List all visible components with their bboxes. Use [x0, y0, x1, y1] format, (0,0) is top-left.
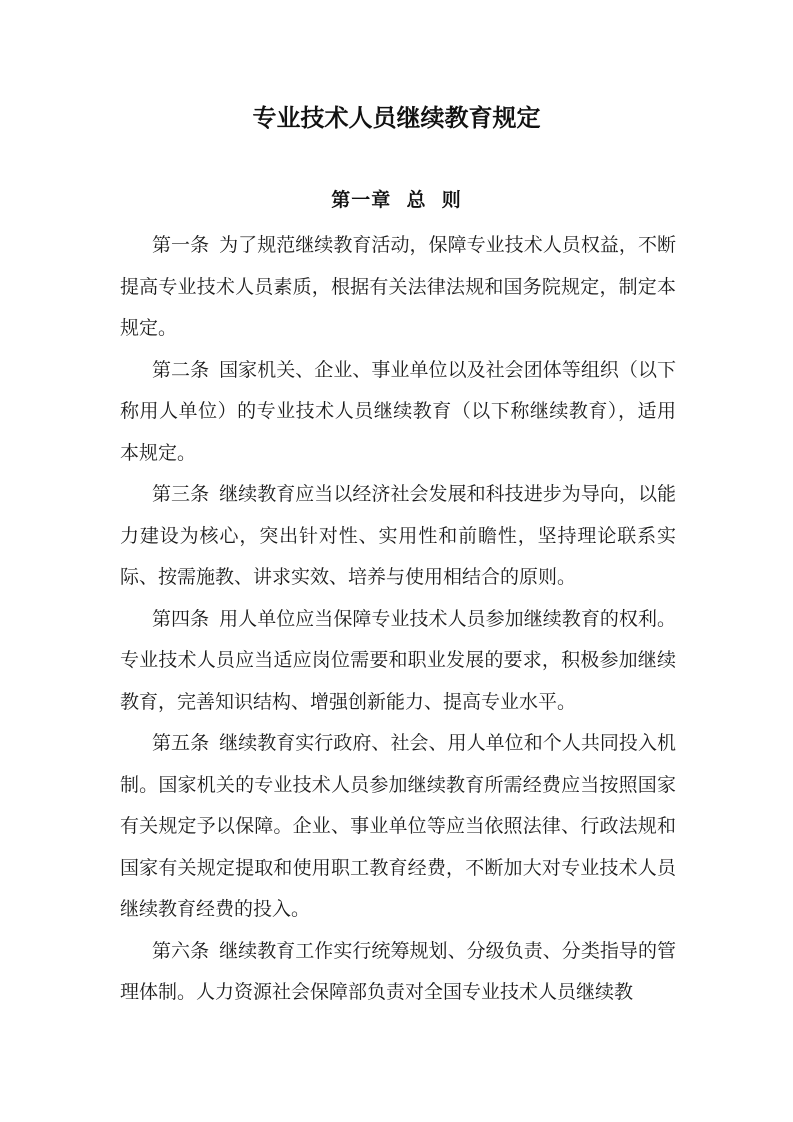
article-text: 继续教育实行政府、社会、用人单位和个人共同投入机制。国家机关的专业技术人员参加继续教育所需经费应当按照国家有关规定予以保障。企业、事业单位等应当依照法律、行政法规和国家有关规定提取和使用职工教育经费，不断加大对专业技术人员继续教育经费的投入。	[120, 732, 676, 920]
article-paragraph	[120, 931, 676, 1014]
article-label: 第四条	[152, 607, 210, 630]
article-label: 第六条	[152, 939, 210, 962]
article-text: 继续教育工作实行统筹规划、分级负责、分类指导的管理体制。人力资源社会保障部负责对全国专业技术人员继续教	[120, 939, 676, 1003]
article-paragraph	[120, 599, 676, 724]
document-title: 专业技术人员继续教育规定	[252, 104, 541, 132]
article-text: 继续教育应当以经济社会发展和科技进步为导向，以能力建设为核心，突出针对性、实用性和前瞻性，坚持理论联系实际、按需施教、讲求实效、培养与使用相结合的原则。	[120, 483, 676, 588]
article-label: 第二条	[152, 358, 210, 381]
article-paragraph	[120, 350, 676, 475]
article-text: 国家机关、企业、事业单位以及社会团体等组织（以下称用人单位）的专业技术人员继续教育（以下称继续教育），适用本规定。	[120, 358, 676, 464]
chapter-heading: 第一章 总 则	[331, 189, 462, 211]
article-text: 为了规范继续教育活动，保障专业技术人员权益，不断提高专业技术人员素质，根据有关法律法规和国务院规定，制定本规定。	[120, 234, 676, 339]
article-paragraph	[120, 225, 676, 350]
article-label: 第三条	[152, 483, 210, 505]
article-text: 用人单位应当保障专业技术人员参加继续教育的权利。专业技术人员应当适应岗位需要和职业发展的要求，积极参加继续教育，完善知识结构、增强创新能力、提高专业水平。	[120, 607, 676, 713]
document-body	[120, 225, 676, 1014]
article-paragraph	[120, 723, 676, 931]
article-label: 第五条	[152, 732, 210, 754]
article-label: 第一条	[152, 234, 210, 256]
article-paragraph	[120, 474, 676, 599]
